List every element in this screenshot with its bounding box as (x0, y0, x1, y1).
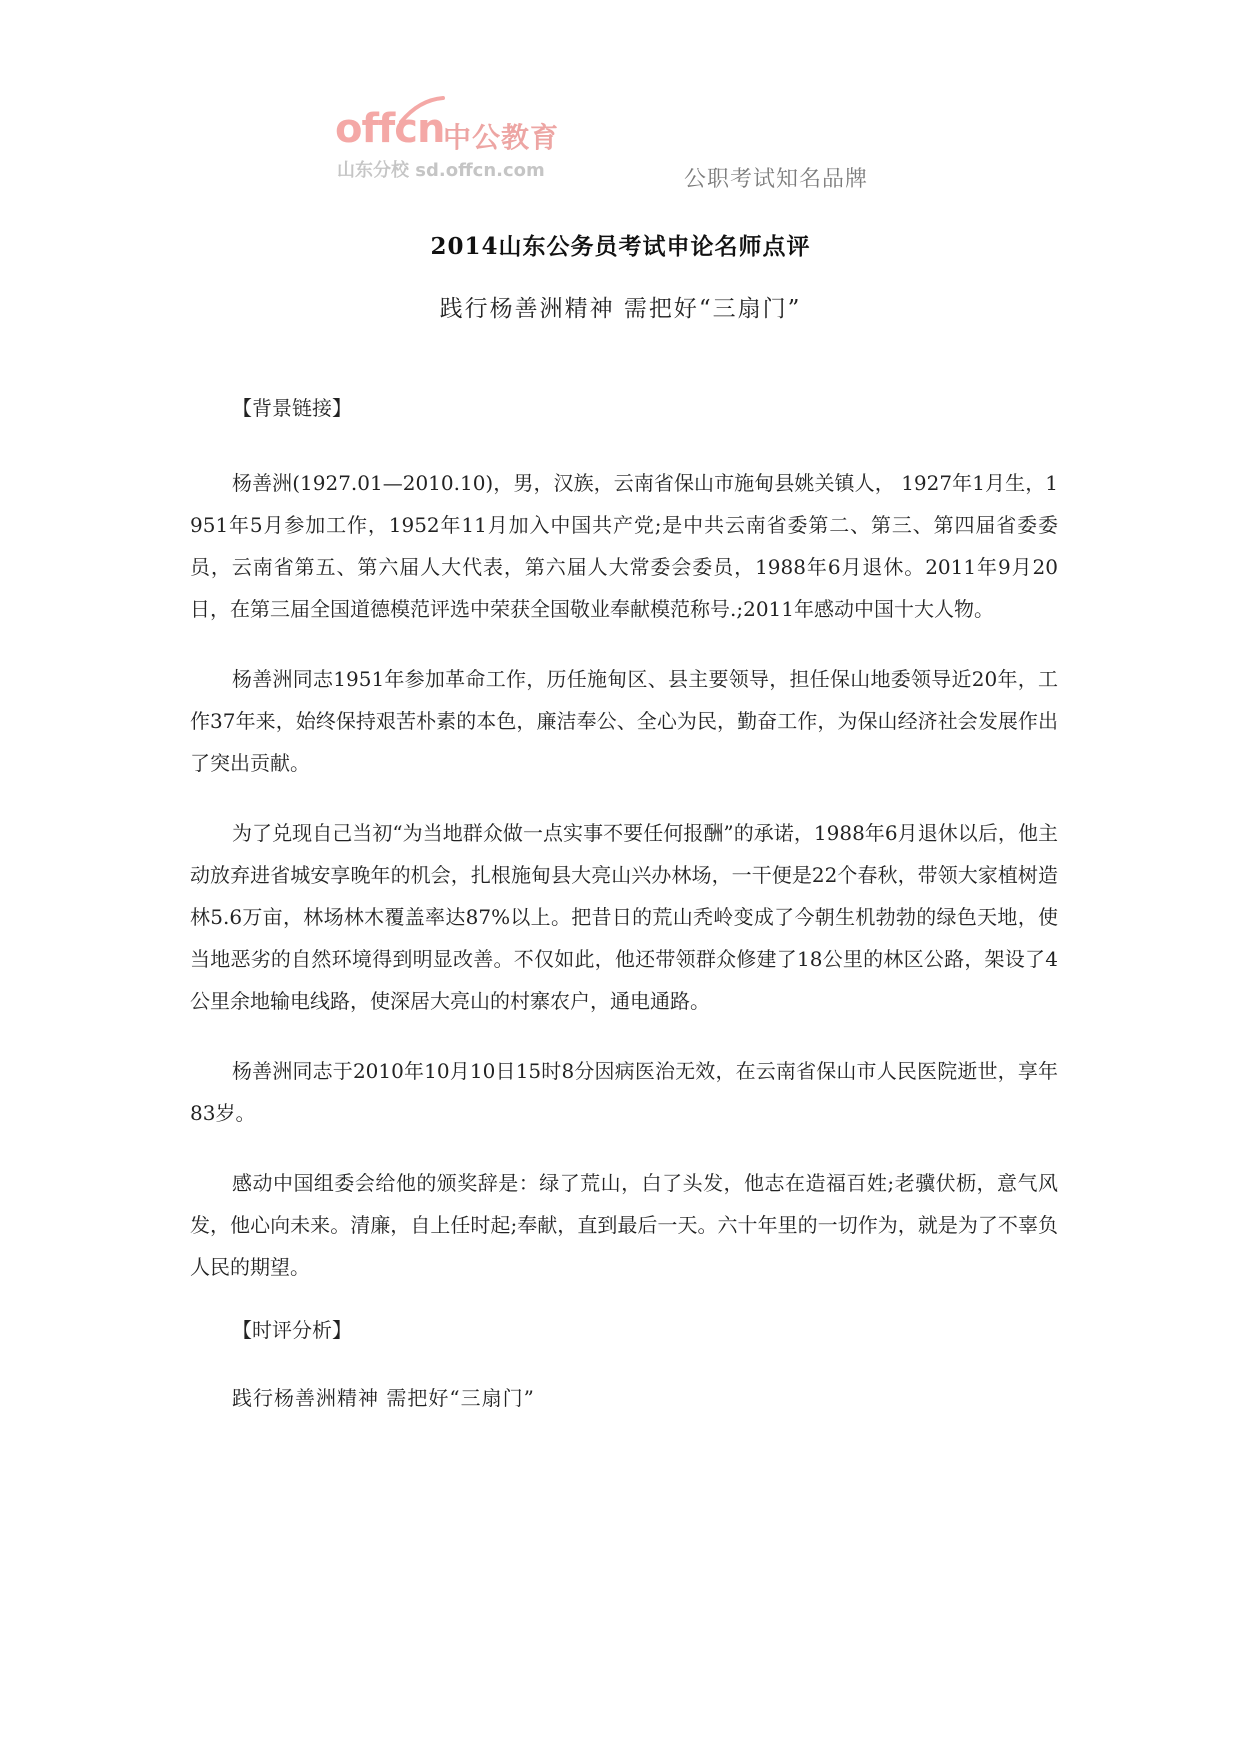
brand-slogan: 公职考试知名品牌 (684, 167, 869, 192)
section-label-background: 【背景链接】 (232, 396, 352, 420)
logo-swoosh-icon (397, 96, 447, 126)
offcn-logo (335, 96, 585, 186)
logo-subtitle: 山东分校 sd.offcn.com (337, 160, 545, 181)
document-title: 2014山东公务员考试申论名师点评 (430, 233, 811, 260)
paragraph: 杨善洲(1927.01—2010.10)，男，汉族，云南省保山市施甸县姚关镇人， 1927年1月生，1951年5月参加工作，1952年11月加入中国共产党;是中共云南省委第二、第三、第四届省委委员，云南省第五、第六届人大代表，第六届人大常委会委员，1988年6月退休。2011年9月20日，在第三届全国道德模范评选中荣获全国敬业奉献模范称号.;2011年感动中国十大人物。 (190, 471, 1058, 621)
document-subtitle: 践行杨善洲精神 需把好“三扇门” (439, 296, 802, 322)
analysis-title: 践行杨善洲精神 需把好“三扇门” (232, 1386, 535, 1410)
document-body (190, 394, 1058, 1412)
logo-wordmark: offcn (335, 106, 445, 152)
section-label-analysis: 【时评分析】 (232, 1318, 352, 1342)
paragraph: 杨善洲同志1951年参加革命工作，历任施甸区、县主要领导，担任保山地委领导近20年，工作37年来，始终保持艰苦朴素的本色，廉洁奉公、全心为民，勤奋工作，为保山经济社会发展作出了突出贡献。 (190, 667, 1058, 775)
paragraph: 为了兑现自己当初“为当地群众做一点实事不要任何报酬”的承诺，1988年6月退休以后，他主动放弃进省城安享晚年的机会，扎根施甸县大亮山兴办林场，一干便是22个春秋，带领大家植树造林5.6万亩，林场林木覆盖率达87%以上。把昔日的荒山秃岭变成了今朝生机勃勃的绿色天地，使当地恶劣的自然环境得到明显改善。不仅如此，他还带领群众修建了18公里的林区公路，架设了4公里余地输电线路，使深居大亮山的村寨农户，通电通路。 (190, 821, 1058, 1013)
logo-chinese-name: 中公教育 (443, 121, 560, 154)
paragraph: 杨善洲同志于2010年10月10日15时8分因病医治无效，在云南省保山市人民医院逝世，享年83岁。 (190, 1059, 1058, 1125)
paragraph: 感动中国组委会给他的颁奖辞是：绿了荒山，白了头发，他志在造福百姓;老骥伏枥，意气风发，他心向未来。清廉，自上任时起;奉献，直到最后一天。六十年里的一切作为，就是为了不辜负人民的期望。 (190, 1171, 1058, 1279)
page-header (0, 0, 1241, 200)
